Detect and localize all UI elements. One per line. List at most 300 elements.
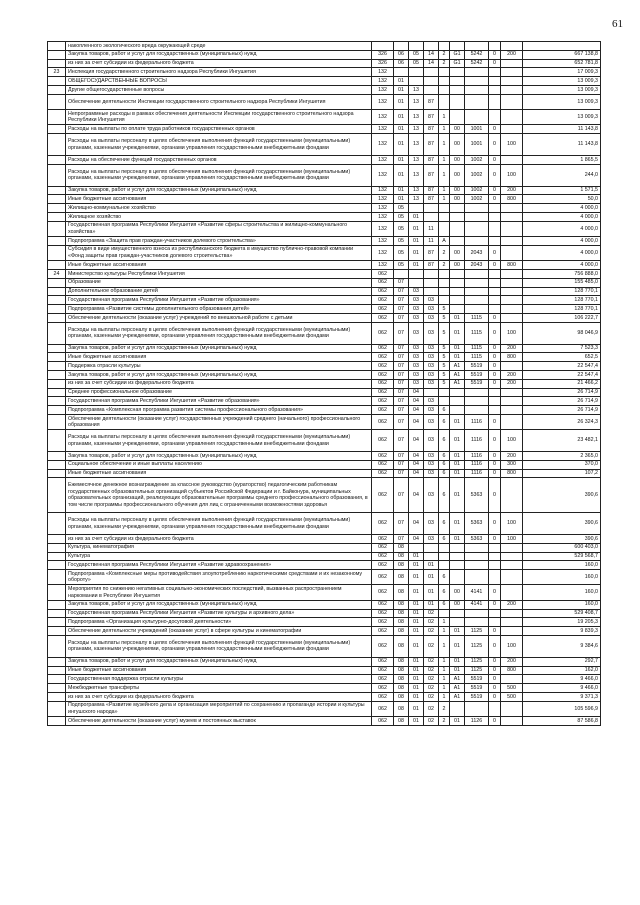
section-code-cell: 05 [394,221,409,236]
amount-cell: 98 046,9 [523,322,601,344]
table-row [48,370,601,379]
section-code-cell: 01 [394,110,409,125]
table-row [48,221,601,236]
direction-code-cell: 4141 [465,600,489,609]
admin-code-cell: 132 [372,110,394,125]
section-code-cell: 08 [394,635,409,657]
expense-name-cell: Жилищное хозяйство [66,212,372,221]
direction-code-cell: 2043 [465,245,489,260]
admin-code-cell: 132 [372,212,394,221]
extra-code-cell: 0 [489,125,501,134]
expense-name-cell: Обеспечение деятельности Инспекции государственного строительного надзора Республики Ингушетия [66,94,372,109]
direction-code-cell: 1116 [465,469,489,478]
event-code-cell: 01 [450,451,465,460]
admin-code-cell: 062 [372,635,394,657]
event-code-cell: 01 [450,717,465,726]
amount-cell: 7 523,3 [523,344,601,353]
row-number-cell [48,296,66,305]
subprogram-code-cell [439,296,450,305]
expense-name-cell: Расходы на выплаты персоналу в целях обеспечения выполнения функций государственными (муниципальными) органами, казенными учреждениями, органами управления государственными внебюджетными фондами [66,164,372,186]
table-row [48,94,601,109]
section-code-cell: 01 [394,94,409,109]
subprogram-code-cell: 6 [439,478,450,513]
expense-type-cell: 100 [501,513,523,535]
subprogram-code-cell [439,94,450,109]
subprogram-code-cell: 1 [439,666,450,675]
program-code-cell: 03 [424,534,439,543]
event-code-cell [450,543,465,552]
admin-code-cell: 062 [372,469,394,478]
amount-cell: 26 714,9 [523,406,601,415]
amount-cell: 19 205,3 [523,618,601,627]
subprogram-code-cell: 1 [439,657,450,666]
amount-cell: 128 770,1 [523,287,601,296]
admin-code-cell: 062 [372,692,394,701]
table-row [48,414,601,429]
admin-code-cell: 062 [372,684,394,693]
direction-code-cell [465,68,489,77]
row-number-cell [48,212,66,221]
section-code-cell: 07 [394,469,409,478]
subsection-code-cell: 13 [409,164,424,186]
table-row [48,534,601,543]
admin-code-cell: 062 [372,627,394,636]
section-code-cell: 07 [394,397,409,406]
amount-cell: 4 000,0 [523,261,601,270]
table-row [48,237,601,246]
section-code-cell [394,269,409,278]
expense-type-cell: 100 [501,534,523,543]
section-code-cell: 01 [394,186,409,195]
expense-name-cell: Иные бюджетные ассигнования [66,353,372,362]
table-row [48,543,601,552]
expense-type-cell [501,627,523,636]
expense-type-cell [501,388,523,397]
table-row [48,513,601,535]
extra-code-cell [489,85,501,94]
extra-code-cell [489,221,501,236]
row-number-cell [48,322,66,344]
amount-cell: 292,7 [523,657,601,666]
subprogram-code-cell [439,388,450,397]
section-code-cell: 08 [394,618,409,627]
expense-type-cell: 800 [501,469,523,478]
extra-code-cell: 0 [489,585,501,600]
event-code-cell [450,110,465,125]
expense-name-cell: Обеспечение деятельности (оказание услуг) музеев и постоянных выставок [66,717,372,726]
direction-code-cell: 1002 [465,195,489,204]
direction-code-cell: 1125 [465,627,489,636]
budget-table [47,41,601,726]
expense-type-cell [501,609,523,618]
subprogram-code-cell: 1 [439,110,450,125]
event-code-cell: 00 [450,261,465,270]
amount-cell: 13 009,3 [523,110,601,125]
extra-code-cell [489,305,501,314]
subprogram-code-cell [439,85,450,94]
expense-type-cell [501,287,523,296]
section-code-cell: 07 [394,513,409,535]
expense-name-cell: Жилищно-коммунальное хозяйство [66,204,372,213]
section-code-cell: 01 [394,155,409,164]
admin-code-cell: 132 [372,125,394,134]
expense-name-cell: Закупка товаров, работ и услуг для государственных (муниципальных) нужд [66,600,372,609]
amount-cell: 4 000,0 [523,204,601,213]
section-code-cell: 07 [394,305,409,314]
program-code-cell: 03 [424,478,439,513]
subsection-code-cell: 03 [409,379,424,388]
admin-code-cell: 062 [372,362,394,371]
direction-code-cell [465,287,489,296]
section-code-cell: 07 [394,451,409,460]
program-code-cell: 02 [424,675,439,684]
table-row [48,50,601,59]
program-code-cell [424,543,439,552]
subprogram-code-cell: 5 [439,362,450,371]
program-code-cell: 02 [424,635,439,657]
expense-name-cell: Культура, кинематография [66,543,372,552]
row-number-cell [48,451,66,460]
direction-code-cell: 1002 [465,155,489,164]
table-row [48,155,601,164]
expense-type-cell: 500 [501,684,523,693]
expense-type-cell [501,77,523,86]
event-code-cell [450,212,465,221]
expense-name-cell: Дополнительное образование детей [66,287,372,296]
expense-name-cell: Закупка товаров, работ и услуг для государственных (муниципальных) нужд [66,657,372,666]
expense-type-cell [501,59,523,68]
direction-code-cell [465,77,489,86]
admin-code-cell: 062 [372,675,394,684]
program-code-cell: 11 [424,237,439,246]
program-code-cell: 03 [424,451,439,460]
program-code-cell: 02 [424,684,439,693]
subsection-code-cell: 03 [409,370,424,379]
event-code-cell: 01 [450,657,465,666]
expense-name-cell: Подпрограмма «Организация культурно-досуговой деятельности» [66,618,372,627]
subprogram-code-cell: 2 [439,701,450,716]
extra-code-cell: 0 [489,478,501,513]
subprogram-code-cell [439,397,450,406]
program-code-cell: 02 [424,627,439,636]
subsection-code-cell: 03 [409,362,424,371]
admin-code-cell: 062 [372,478,394,513]
expense-name-cell: Социальное обеспечение и иные выплаты населению [66,460,372,469]
event-code-cell: 00 [450,585,465,600]
expense-name-cell: Непрограммные расходы в рамках обеспечения деятельности Инспекции государственного строительного надзора Республики Ингушетия [66,110,372,125]
amount-cell: 26 714,9 [523,397,601,406]
table-row [48,305,601,314]
expense-type-cell: 200 [501,344,523,353]
amount-cell: 4 000,0 [523,237,601,246]
table-row [48,313,601,322]
extra-code-cell [489,237,501,246]
admin-code-cell: 132 [372,77,394,86]
section-code-cell: 01 [394,77,409,86]
section-code-cell: 01 [394,164,409,186]
expense-name-cell: Подпрограмма «Развитие музейного дела и организация мероприятий по сохранению и пропаганде истории и культуры ингушского народа» [66,701,372,716]
expense-type-cell: 100 [501,635,523,657]
program-code-cell: 14 [424,59,439,68]
event-code-cell [450,278,465,287]
amount-cell: 652 781,8 [523,59,601,68]
expense-name-cell: Иные бюджетные ассигнования [66,469,372,478]
expense-name-cell: Ежемесячное денежное вознаграждение за классное руководство (кураторство) педагогическим работникам государственных образовательных организаций субъектов Российской Федерации и г. Байконура, муниципальных образовательных организаций, реализующих образовательные программы среднего профессионального образования, в том числе программы профессионального обучения для лиц с ограниченными возможностями здоровья [66,478,372,513]
section-code-cell: 07 [394,344,409,353]
extra-code-cell: 0 [489,261,501,270]
section-code-cell: 08 [394,717,409,726]
admin-code-cell: 062 [372,322,394,344]
event-code-cell [450,85,465,94]
expense-name-cell: Закупка товаров, работ и услуг для государственных (муниципальных) нужд [66,451,372,460]
subprogram-code-cell: 6 [439,430,450,452]
extra-code-cell: 0 [489,600,501,609]
expense-name-cell: Другие общегосударственные вопросы [66,85,372,94]
subsection-code-cell: 04 [409,460,424,469]
expense-type-cell: 300 [501,460,523,469]
subprogram-code-cell: 6 [439,460,450,469]
subsection-code-cell: 03 [409,344,424,353]
expense-type-cell [501,212,523,221]
row-number-cell [48,684,66,693]
subsection-code-cell: 04 [409,397,424,406]
section-code-cell: 08 [394,627,409,636]
admin-code-cell: 062 [372,609,394,618]
section-code-cell: 08 [394,585,409,600]
expense-type-cell [501,362,523,371]
subsection-code-cell [409,77,424,86]
section-code-cell: 08 [394,684,409,693]
table-row [48,609,601,618]
section-code-cell: 01 [394,85,409,94]
subsection-code-cell: 01 [409,561,424,570]
row-number-cell [48,261,66,270]
table-row [48,353,601,362]
program-code-cell: 87 [424,245,439,260]
subprogram-code-cell: 6 [439,600,450,609]
row-number-cell [48,305,66,314]
program-code-cell: 87 [424,125,439,134]
admin-code-cell: 062 [372,388,394,397]
row-number-cell [48,94,66,109]
amount-cell: 22 547,4 [523,362,601,371]
expense-name-cell: Иные бюджетные ассигнования [66,261,372,270]
program-code-cell: 03 [424,513,439,535]
section-code-cell: 07 [394,414,409,429]
expense-name-cell: накопленного экологического вреда окружающей среде [66,42,372,51]
table-row [48,296,601,305]
section-code-cell: 01 [394,195,409,204]
section-code-cell: 07 [394,287,409,296]
subsection-code-cell [409,68,424,77]
direction-code-cell [465,269,489,278]
program-code-cell: 14 [424,50,439,59]
amount-cell: 370,0 [523,460,601,469]
event-code-cell [450,388,465,397]
subprogram-code-cell: 1 [439,125,450,134]
section-code-cell: 01 [394,134,409,156]
event-code-cell: A1 [450,370,465,379]
subsection-code-cell: 01 [409,618,424,627]
subsection-code-cell: 04 [409,469,424,478]
subprogram-code-cell [439,42,450,51]
table-row [48,287,601,296]
row-number-cell [48,552,66,561]
row-number-cell [48,414,66,429]
event-code-cell: A1 [450,684,465,693]
direction-code-cell: 1115 [465,353,489,362]
direction-code-cell [465,204,489,213]
admin-code-cell: 062 [372,513,394,535]
subprogram-code-cell [439,543,450,552]
direction-code-cell [465,552,489,561]
expense-type-cell [501,68,523,77]
row-number-cell [48,85,66,94]
subsection-code-cell [409,42,424,51]
subprogram-code-cell [439,68,450,77]
table-row [48,430,601,452]
amount-cell: 652,5 [523,353,601,362]
expense-type-cell [501,204,523,213]
subprogram-code-cell: 6 [439,469,450,478]
extra-code-cell: 0 [489,627,501,636]
subprogram-code-cell: 2 [439,59,450,68]
subsection-code-cell: 04 [409,388,424,397]
direction-code-cell [465,85,489,94]
expense-name-cell: Государственная программа Республики Ингушетия «Развитие здравоохранения» [66,561,372,570]
subprogram-code-cell: 1 [439,195,450,204]
row-number-cell [48,164,66,186]
extra-code-cell: 0 [489,513,501,535]
table-row [48,406,601,415]
program-code-cell: 01 [424,585,439,600]
row-number-cell [48,278,66,287]
event-code-cell: 00 [450,245,465,260]
table-row [48,460,601,469]
subprogram-code-cell: 1 [439,618,450,627]
admin-code-cell: 062 [372,543,394,552]
subprogram-code-cell: 1 [439,684,450,693]
expense-type-cell: 200 [501,657,523,666]
subprogram-code-cell: 5 [439,305,450,314]
admin-code-cell: 062 [372,379,394,388]
expense-type-cell: 800 [501,261,523,270]
admin-code-cell: 132 [372,195,394,204]
amount-cell: 162,0 [523,666,601,675]
expense-type-cell [501,94,523,109]
row-number-cell [48,585,66,600]
admin-code-cell [372,42,394,51]
section-code-cell: 08 [394,692,409,701]
direction-code-cell [465,278,489,287]
expense-name-cell: ОБЩЕГОСУДАРСТВЕННЫЕ ВОПРОСЫ [66,77,372,86]
amount-cell: 13 009,3 [523,77,601,86]
table-row [48,245,601,260]
expense-name-cell: Расходы на выплаты персоналу в целях обеспечения выполнения функций государственными (муниципальными) органами, казенными учреждениями, органами управления государственными внебюджетными фондами [66,322,372,344]
program-code-cell: 87 [424,261,439,270]
extra-code-cell: 0 [489,322,501,344]
program-code-cell: 03 [424,370,439,379]
expense-name-cell: Культура [66,552,372,561]
table-row [48,322,601,344]
admin-code-cell: 132 [372,245,394,260]
expense-type-cell [501,85,523,94]
direction-code-cell: 1116 [465,430,489,452]
expense-name-cell: Расходы на выплаты персоналу в целях обеспечения выполнения функций государственными (муниципальными) органами, казенными учреждениями, органами управления государственными внебюджетными фондами [66,513,372,535]
program-code-cell: 03 [424,460,439,469]
expense-type-cell [501,155,523,164]
program-code-cell: 87 [424,195,439,204]
subsection-code-cell: 13 [409,85,424,94]
table-row [48,134,601,156]
event-code-cell: G1 [450,59,465,68]
row-number-cell: 23 [48,68,66,77]
table-row [48,164,601,186]
row-number-cell [48,237,66,246]
subprogram-code-cell: 1 [439,134,450,156]
program-code-cell [424,77,439,86]
row-number-cell [48,110,66,125]
admin-code-cell: 062 [372,585,394,600]
admin-code-cell: 062 [372,552,394,561]
extra-code-cell: 0 [489,635,501,657]
expense-type-cell [501,245,523,260]
expense-type-cell [501,561,523,570]
expense-name-cell: Расходы на выплаты персоналу в целях обеспечения выполнения функций государственными (муниципальными) органами, казенными учреждениями, органами управления государственными внебюджетными фондами [66,134,372,156]
expense-type-cell [501,313,523,322]
subprogram-code-cell [439,287,450,296]
section-code-cell: 05 [394,237,409,246]
subsection-code-cell [409,204,424,213]
program-code-cell: 01 [424,570,439,585]
row-number-cell [48,77,66,86]
expense-type-cell [501,237,523,246]
subsection-code-cell: 13 [409,134,424,156]
row-number-cell [48,618,66,627]
extra-code-cell [489,278,501,287]
row-number-cell [48,370,66,379]
program-code-cell: 02 [424,618,439,627]
extra-code-cell: 0 [489,59,501,68]
row-number-cell [48,353,66,362]
extra-code-cell: 0 [489,666,501,675]
section-code-cell: 08 [394,552,409,561]
row-number-cell [48,221,66,236]
direction-code-cell: 1002 [465,186,489,195]
subsection-code-cell: 04 [409,513,424,535]
section-code-cell: 07 [394,379,409,388]
extra-code-cell: 0 [489,717,501,726]
event-code-cell [450,287,465,296]
admin-code-cell: 132 [372,164,394,186]
table-row [48,195,601,204]
amount-cell: 155 485,0 [523,278,601,287]
extra-code-cell: 0 [489,534,501,543]
extra-code-cell [489,287,501,296]
expense-type-cell [501,125,523,134]
direction-code-cell: 5363 [465,534,489,543]
section-code-cell: 08 [394,543,409,552]
table-row [48,570,601,585]
row-number-cell [48,313,66,322]
subsection-code-cell: 01 [409,692,424,701]
program-code-cell: 02 [424,609,439,618]
expense-type-cell [501,717,523,726]
event-code-cell: 01 [450,313,465,322]
subsection-code-cell: 01 [409,675,424,684]
expense-name-cell: Иные бюджетные ассигнования [66,666,372,675]
program-code-cell [424,68,439,77]
